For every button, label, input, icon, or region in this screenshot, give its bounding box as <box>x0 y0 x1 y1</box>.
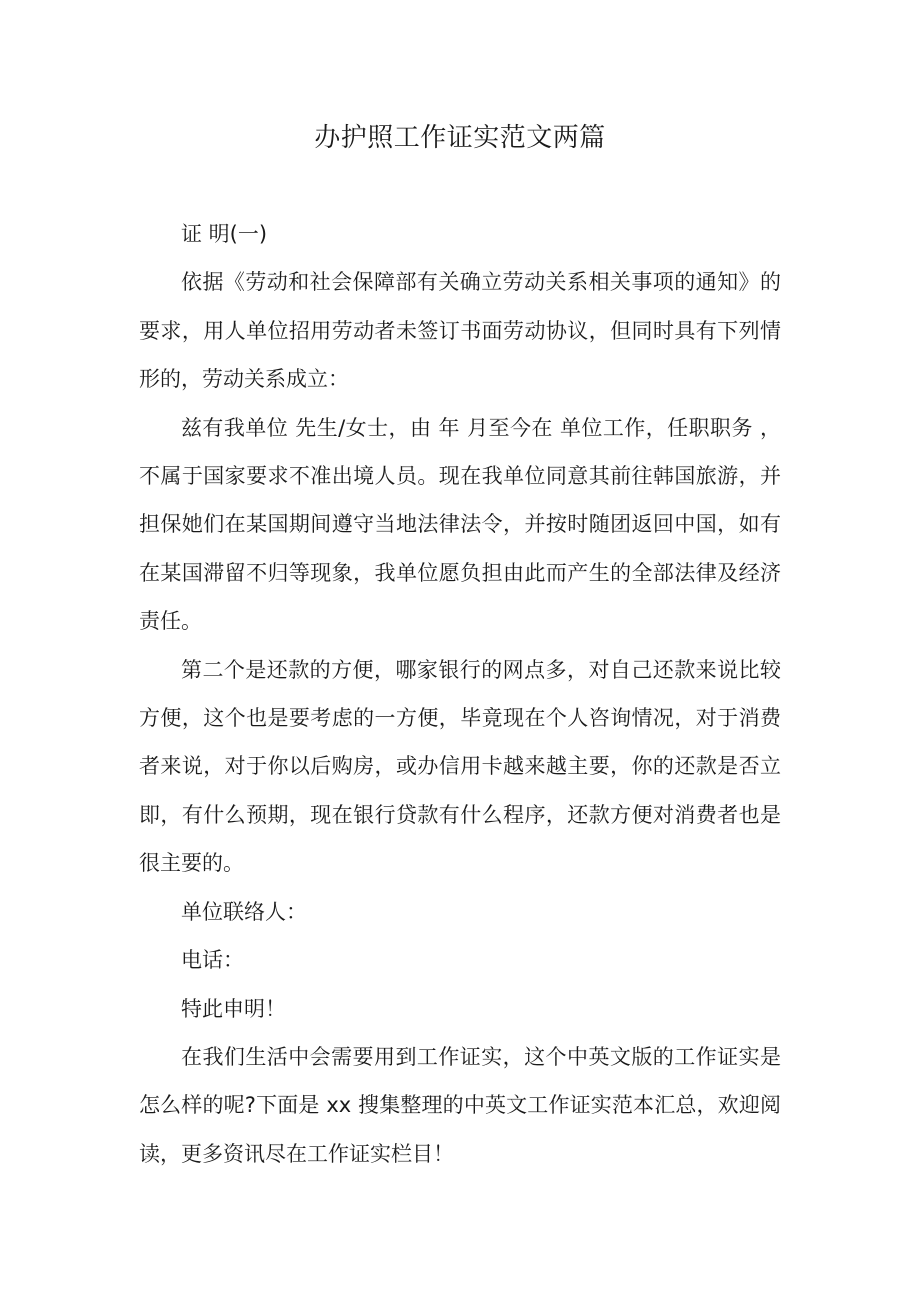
paragraph: 电话： <box>181 948 244 973</box>
document-body <box>139 210 781 1178</box>
paragraph: 第二个是还款的方便，哪家银行的网点多，对自己还款来说比较方便，这个也是要考虑的一方便，毕竟现在个人咨询情况，对于消费者来说，对于你以后购房，或办信用卡越来越主要，你的还款是否立即，有什么预期，现在银行贷款有什么程序，还款方便对消费者也是很主要的。 <box>139 657 781 876</box>
paragraph: 依据《劳动和社会保障部有关确立劳动关系相关事项的通知》的要求，用人单位招用劳动者未签订书面劳动协议，但同时具有下列情形的，劳动关系成立： <box>139 270 781 392</box>
paragraph: 特此申明！ <box>181 996 286 1021</box>
paragraph-heading: 证 明(一) <box>181 222 268 246</box>
paragraph: 单位联络人： <box>181 899 307 924</box>
paragraph: 在我们生活中会需要用到工作证实，这个中英文版的工作证实是怎么样的呢?下面是 xx 搜集整理的中英文工作证实范本汇总，欢迎阅读，更多资讯尽在工作证实栏目！ <box>139 1044 781 1166</box>
document-title: 办护照工作证实范文两篇 <box>314 123 606 153</box>
paragraph: 兹有我单位 先生/女士，由 年 月至今在 单位工作，任职职务 ，不属于国家要求不准出境人员。现在我单位同意其前往韩国旅游，并担保她们在某国期间遵守当地法律法令，并按时随团返回中国，如有在某国滞留不归等现象，我单位愿负担由此而产生的全部法律及经济责任。 <box>139 415 781 634</box>
